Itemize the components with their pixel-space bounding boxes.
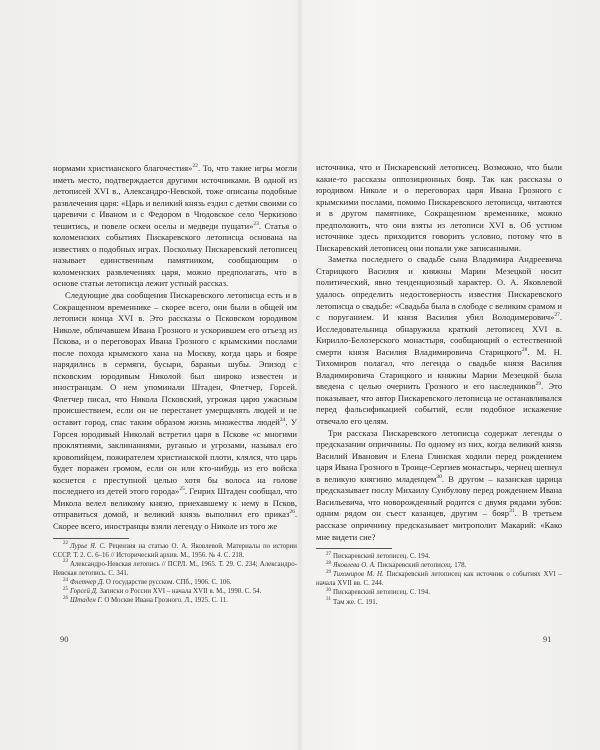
footnote-number: 27 [326, 551, 331, 557]
paragraph-text: нормами христианского благочестия» [53, 163, 193, 173]
paragraph-text: . Исследовательница обнаружила краткий летописец XVI в. Кирилло-Белозерского монастыря, сообщающий о естественной смерти князя Василия Владимировича Старицкого [316, 312, 562, 357]
footnote-ref: 30 [436, 473, 442, 480]
footnote-text: О Москве Ивана Грозного. Л., 1925. С. 11. [104, 597, 228, 605]
footnote-author: Штаден Г. [70, 597, 103, 605]
footnote-author: Флетчер Д. [70, 578, 105, 586]
footnote-ref: 26 [289, 509, 295, 516]
footnote [316, 552, 562, 561]
paragraph-text: . В третьем рассказе опричнину предсказывает митрополит Макарий: «Како мне видети сие? [316, 508, 563, 542]
footnote-text: Записки о России XVI – начала XVII в. М., 1990. С. 54. [99, 587, 262, 595]
footnote-text: Пискаревский летописец. С. 194. [333, 553, 430, 561]
paragraph-text: . М. Н. Тихомиров полагал, что легенда о свадьбе князя Василия Владимировича Старицкого и княжны Марии Мезецкой была введена с целью очернить Грозного и его наследников [316, 346, 562, 392]
paragraph-text: источника, что и Пискаревский летописец. Возможно, что были какие-то рассказы оппозиционных бояр. Так как рассказы о юродивом Николе и о переговорах царя Ивана Грозного с крымскими послами, помимо Пискаревского летописца, читаются и в другом памятнике, Сокращенном временнике, можно предположить, что они взяты из летописи XVI в. Об устном источнике здесь приходится говорить условно, потому что в Пискаревский летописец они попали уже записанными. [316, 162, 562, 253]
footnote-number: 25 [63, 586, 68, 592]
footnote-ref: 29 [535, 381, 542, 388]
footnote [53, 587, 297, 596]
page-number-left: 90 [60, 635, 69, 644]
paragraph-text: . Это показывает, что автор Пискаревского летописца не останавливался перед фальсификацией событий, если подобное искажение отвечало его целям. [316, 381, 562, 427]
footnote-text: О государстве русском. СПб., 1906. С. 106. [105, 578, 232, 586]
footnote [316, 598, 562, 607]
paragraph-text: Заметка последнего о свадьбе сына Владимира Андреевича Старицкого Василия и княжны Марии Мезецкой носит политический, явно тенденциозный характер. О. А. Яковлевой удалось определить недостоверность известия Пискаревского летописца о свадьбе: «Свадьба была в слободе с великим срамом и с поруганием. И князя Василия убил Володимерович» [316, 254, 562, 323]
left-page-footnotes [53, 542, 297, 606]
footnote-number: 26 [63, 595, 68, 601]
paragraph-text: . Скорее всего, иностранцы взяли легенду о Николе из того же [53, 509, 297, 531]
paragraph-text: Следующие два сообщения Пискаревского летописца есть и в Сокращенном временнике – скорее всего, они были в общей им летописи конца XVI в. Это рассказы о Псковском юродивом Николе, обличавшем Ивана Грозного и ускорившем его отъезд из Пскова, и о переговорах Ивана Грозного с крымскими послами после похода крымского хана на Москву, когда царь и бояре нарядились в сермяги, бусыри, бараньи шубы. Эпизод с псковским юродивым Николой был широко известен и иностранцам. О нем упоминали Штаден, Флетчер, Горсей. Флетчер писал, что Никола Псковский, угрожая царю ужасным происшествием, если он не перестанет умерщвлять людей и не оставит город, спас таким образом жизнь множества людей [53, 290, 297, 428]
footnote-text: Александро-Невская летопись // ПСРЛ. М., 1965. Т. 29. С. 234; Александро-Невская летопись. С. 341. [53, 560, 297, 577]
footnote [316, 588, 562, 597]
footnote-text: Рецензия на статью О. А. Яковлевой. Материалы по истории СССР. Т. 2. С. 6–16 // Исторический архив. М., 1956. № 4. С. 218. [53, 542, 297, 559]
footnote-ref: 22 [192, 163, 198, 170]
right-page-footnotes [316, 552, 562, 607]
footnote-text: Пискаревский летописец как источник о событиях XVI – начала XVII вв. С. 244. [316, 571, 562, 588]
footnote-ref: 28 [521, 346, 528, 353]
paragraph-text: . Генрих Штаден сообщал, что Микола велел великому князю, приехавшему к нему в Псков, отправиться домой, и великий князь выполнил его приказ [53, 486, 297, 520]
footnote [53, 560, 297, 578]
footnote [53, 542, 297, 560]
paragraph [316, 254, 562, 427]
page-number-right: 91 [543, 635, 552, 644]
right-page-body [316, 162, 562, 543]
paragraph [316, 162, 562, 254]
footnote-ref: 24 [279, 417, 286, 424]
footnote-number: 29 [326, 569, 331, 575]
footnote-author: Лурье Я. С. [70, 542, 106, 550]
footnote-ref: 23 [253, 220, 259, 227]
footnote-ref: 25 [179, 486, 185, 493]
footnote [53, 578, 297, 587]
footnote-number: 30 [326, 588, 331, 594]
left-page [53, 163, 297, 605]
footnote-text: Пискаревский летописец. С. 194. [333, 589, 430, 597]
footnote-author: Горсей Д. [70, 587, 98, 595]
footnote-number: 24 [63, 577, 68, 583]
paragraph-text: . Статья о коломенских событиях Пискаревского летописца основана на известиях о подобных играх. Поскольку Пискаревский летописец называет единственным памятником, сообщающим о коломенских развлечениях царя, можно предполагать, что в основе статьи летописца лежит устный рассказ. [53, 220, 297, 289]
footnote-ref: 27 [554, 312, 560, 319]
footnote-author: Яковлева О. А. [333, 562, 376, 570]
paragraph-text: . В другом – казанская царица предсказывает послу Михаилу Сунбулову перед рождением Ивана Васильевича, что новорожденный родится с двумя рядами зубов: одним рядом он съест казанцев, другим – бояр [316, 473, 563, 519]
footnote-number: 23 [63, 559, 68, 565]
paragraph-text: . То, что такие игры могли иметь место, подтверждается другими источниками. В одной из летописей XVI в., Александро-Невской, тоже описаны подобные развлечения царя: «Царь и великий князь ездил с детми своими со царевичи с Иваном и с Федором в Чюдовское село Черкизово тешитись, и повеле оскеи оселы и медведи пущати» [53, 163, 297, 231]
footnote-text: Там же. С. 191. [333, 598, 378, 606]
footnote-rule [53, 538, 129, 539]
footnote [316, 570, 562, 588]
footnote-author: Тихомиров М. Н. [333, 571, 384, 579]
paragraph [53, 163, 297, 290]
paragraph-text: Три рассказа Пискаревского летописца содержат легенды о предсказании опричнины. По одному из них, когда великий князь Василий Иванович и Елена Глинская ходили перед рождением царя Ивана Грозного в Троице-Сергиев монастырь, чернец шепнул в великую княгиню младенцем [316, 427, 562, 484]
footnote [53, 596, 297, 605]
right-page [316, 162, 562, 607]
left-page-body [53, 163, 297, 533]
footnote-ref: 31 [509, 508, 515, 515]
footnote-number: 31 [326, 597, 331, 603]
paragraph [316, 428, 562, 543]
paragraph-text: . У Горсея юродивый Николай встретил царя в Пскове «с многими проклятиями, заклинаниями, руганью и угрозами, называл его кровопийцем, пожирателем христианской плоти, клялся, что царь будет поражен громом, если он или кто-нибудь из его войска коснется с преступной целью хотя бы волоса на голове последнего из детей этого города» [53, 417, 297, 497]
footnote-rule [316, 548, 392, 549]
paragraph [53, 290, 297, 532]
footnote-text: Пискаревский летописец. 178. [377, 562, 467, 570]
footnote-number: 22 [63, 541, 68, 547]
footnote [316, 561, 562, 570]
footnote-number: 28 [326, 560, 331, 566]
